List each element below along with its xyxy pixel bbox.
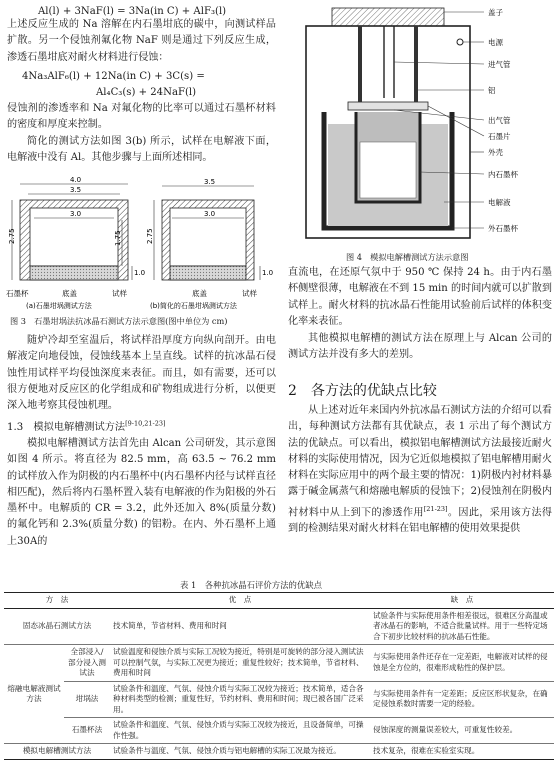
- lid-shape: [332, 8, 444, 26]
- specimen-b: [170, 266, 246, 280]
- paragraph-b: [7, 101, 276, 134]
- cell-submethod: 坩埚法: [64, 681, 110, 718]
- paragraph-b-text: 侵蚀剂的渗透率和 Na 对氟化物的比率可以通过石墨杯材料的密度和厚度来控制。: [7, 103, 276, 131]
- graphite-sheet-shape: [348, 102, 428, 110]
- paragraph-g: [288, 331, 552, 364]
- cell-cons: 技术复杂，很难在实验室实现。: [370, 744, 554, 760]
- table-1: [4, 592, 554, 760]
- cell-pros: 试验条件和温度、气氛、侵蚀介质与实际工况较为接近；技术简单，适合各种材料类型的检测；重复性好，节约材料、费用和时间；现已被各国广泛采用。: [110, 681, 370, 718]
- cell-cons: 与实际使用条件有一定差距；反应区形状复杂，在确定侵蚀系数时需要一定的经验。: [370, 681, 554, 718]
- section-1-3-heading: [7, 418, 166, 433]
- paragraph-h-ref: [21-23]: [423, 504, 448, 513]
- power-terminal: [457, 39, 463, 45]
- table-row: [4, 718, 554, 744]
- paragraph-c-text: 简化的测试方法如图 3(b) 所示，试样在电解液下面，电解液中没有 Al。其他步骤与上面所述相同。: [7, 136, 276, 164]
- paragraph-d: [7, 333, 276, 414]
- cell-submethod: 全部浸入/部分浸入测试法: [64, 645, 110, 682]
- cell-cons: 侵蚀深度的测量误差较大，可重复性较差。: [370, 718, 554, 744]
- paragraph-e: [7, 436, 276, 550]
- equation-2-line-2: Al₄C₃(s) + 24NaF(l): [96, 87, 197, 98]
- paragraph-h: [288, 403, 552, 538]
- label-specimen-b: 试样: [242, 289, 257, 298]
- table-1-title: 表 1 各种抗冰晶石评价方法的优缺点: [180, 580, 322, 590]
- dim-label: 3.0: [204, 210, 216, 218]
- paragraph-d-text: 随炉冷却至室温后，将试样沿厚度方向纵向剖开。由电解液定向地侵蚀，侵蚀线基本上呈直线。试样的抗冰晶石侵蚀性用试样平均侵蚀深度来表征。而且，如有需要，还可以很方便地对反应区的化学组成和矿物组成进行分析，以便更深入地考察其侵蚀机理。: [7, 335, 276, 412]
- label-bottom-cover: 底盖: [62, 289, 77, 298]
- figure-4-diagram: [284, 2, 556, 246]
- label-electrolyte: 电解液: [488, 198, 511, 207]
- dim-label: 1.0: [134, 269, 146, 277]
- dim-label: 1.75: [114, 230, 122, 246]
- dim-label: 1.0: [262, 269, 274, 277]
- paragraph-g-text: 其他模拟电解槽的测试方法在原理上与 Alcan 公司的测试方法并没有多大的差别。: [288, 333, 552, 361]
- cell-pros: 技术简单，节省材料、费用和时间: [110, 608, 370, 645]
- header-method: 方 法: [4, 593, 110, 609]
- table-row: [4, 744, 554, 760]
- label-inner-cup: 内石墨杯: [488, 170, 518, 179]
- table-1-grid: [4, 592, 554, 760]
- specimen-a: [30, 266, 118, 280]
- dim-label: 3.0: [70, 210, 82, 218]
- label-graphite-sheet: 石墨片: [488, 132, 511, 141]
- figure-3-diagram: [4, 172, 278, 310]
- header-pros: 优 点: [110, 593, 370, 609]
- subcaption-b: (b)简化的石墨坩埚测试方法: [150, 302, 237, 310]
- cell-submethod: 石墨杯法: [64, 718, 110, 744]
- label-power: 电源: [488, 38, 503, 47]
- cell-method-group: 熔融电解液测试方法: [4, 645, 64, 744]
- cell-cons: 与实际使用条件还存在一定差距，电解液对试样的侵蚀是全方位的，很难形成粘性的保护层。: [370, 645, 554, 682]
- paragraph-f: [288, 265, 552, 330]
- subcaption-a: (a)石墨坩埚测试方法: [26, 302, 92, 310]
- table-row: [4, 608, 554, 645]
- label-gas-inlet: 进气管: [488, 60, 511, 69]
- paragraph-e-text: 模拟电解槽测试方法首先由 Alcan 公司研发，其示意图如图 4 所示。将直径为 82.5 mm，高 63.5 ~ 76.2 mm 的试样放入作为阴极的内石墨杯中(内石墨杯内径与试样直径相匹配)，然后将内石墨杯置入装有电解液的作为阳极的外石墨杯中。电解质的 CR = 3.2，此外还加入 8%(质量分数) 的氟化钙和 2.3%(质量分数) 的铝粉。在内、外石墨杯上通上30A的: [7, 438, 276, 547]
- paragraph-f-text: 直流电，在还原气氛中于 950 ℃ 保持 24 h。由于内石墨杯侧壁很薄，电解液在不到 15 min 的时间内就可以扩散到试样上。耐火材料的抗冰晶石性能用试验前后试样的体积变化率来表征。: [288, 267, 552, 327]
- specimen-shape: [360, 142, 416, 198]
- label-graphite-cup: 石墨杯: [6, 289, 29, 298]
- figure-3b: [146, 178, 273, 310]
- label-lid: 盖子: [488, 8, 503, 17]
- dim-label: 3.5: [70, 186, 82, 194]
- dim-label: 3.5: [204, 178, 216, 186]
- aluminum-rod-left: [358, 26, 362, 102]
- paragraph-h-text: 从上述对近年来国内外抗冰晶石测试方法的介绍可以看出，每种测试方法都有其优缺点，表 1 示出了每个测试方法的优缺点。可以看出，模拟铝电解槽测试方法最接近耐火材料的实际使用情况，因为它近似地模拟了铝电解槽用耐火材料在实际应用中的两个最主要的情况：1)阴极内衬材料暴露于碱金属蒸气和熔融电解质的侵蚀下；2)侵蚀剂在阴极内衬材料中从上到下的渗透作用: [288, 405, 552, 519]
- label-outer-shell: 外壳: [488, 148, 503, 157]
- figure-3a: [6, 176, 145, 310]
- cell-method: 固态冰晶石测试方法: [4, 608, 110, 645]
- equation-2-line-1: 4Na₃AlF₆(l) + 12Na(in C) + 3C(s) =: [22, 71, 205, 82]
- dim-label: 2.75: [8, 228, 16, 244]
- table-row: [4, 645, 554, 682]
- cell-method: 模拟电解槽测试方法: [4, 744, 110, 760]
- cell-cons: 试验条件与实际使用条件相差很远，很难区分高温或者冰晶石的影响，不适合批量试样。用于一些特定场合下初步比较材料的抗冰晶石性能。: [370, 608, 554, 645]
- dim-label: 4.0: [70, 176, 82, 184]
- cell-pros: 试验条件与温度、气氛、侵蚀介质与铝电解槽的实际工况最为接近。: [110, 744, 370, 760]
- cell-pros: 试验温度和侵蚀介质与实际工况较为接近，特别是可旋转的部分浸入测试法可以控制气氛，与实际工况更为接近；重复性较好；技术简单，节省材料、费用和时间: [110, 645, 370, 682]
- cell-pros: 试验条件和温度、气氛、侵蚀介质与实际工况较为接近，且设备简单，可操作性强。: [110, 718, 370, 744]
- figure-4-caption: 图 4 模拟电解槽测试方法示意图: [346, 252, 469, 262]
- paragraph-c: [7, 134, 276, 167]
- figure-3-caption: 图 3 石墨坩埚法抗冰晶石测试方法示意图(图中单位为 cm): [10, 316, 228, 326]
- equation-1: Al(l) + 3NaF(l) = 3Na(in C) + AlF₃(l): [38, 6, 227, 17]
- label-specimen: 试样: [112, 289, 127, 298]
- section-2-heading: 2 各方法的优缺点比较: [288, 383, 437, 399]
- table-header-row: [4, 593, 554, 609]
- paragraph-a-text: 上述反应生成的 Na 溶解在内石墨坩底的碳中，向测试样品扩散。另一个侵蚀剂氟化物 NaF 则是通过下列反应生成，渗透石墨坩底对耐火材料进行侵蚀：: [7, 19, 276, 63]
- section-1-3-title: 1.3 模拟电解槽测试方法: [7, 422, 126, 433]
- dim-label: 2.75: [146, 228, 154, 244]
- paragraph-a: [7, 17, 276, 66]
- section-1-3-ref: [9-10,21-23]: [125, 419, 166, 428]
- label-aluminum: 铝: [488, 86, 496, 95]
- header-cons: 缺 点: [370, 593, 554, 609]
- paragraph-h-body: [288, 403, 552, 538]
- label-gas-outlet: 出气管: [488, 116, 511, 125]
- paragraph-h-end: 。因此，采用该方法得到的检测结果对耐火材料在铝电解槽的使用效果提供: [288, 507, 553, 535]
- table-row: [4, 681, 554, 718]
- aluminum-rod-right: [414, 26, 418, 102]
- label-bottom-cover-b: 底盖: [192, 289, 207, 298]
- label-outer-cup: 外石墨杯: [488, 224, 518, 233]
